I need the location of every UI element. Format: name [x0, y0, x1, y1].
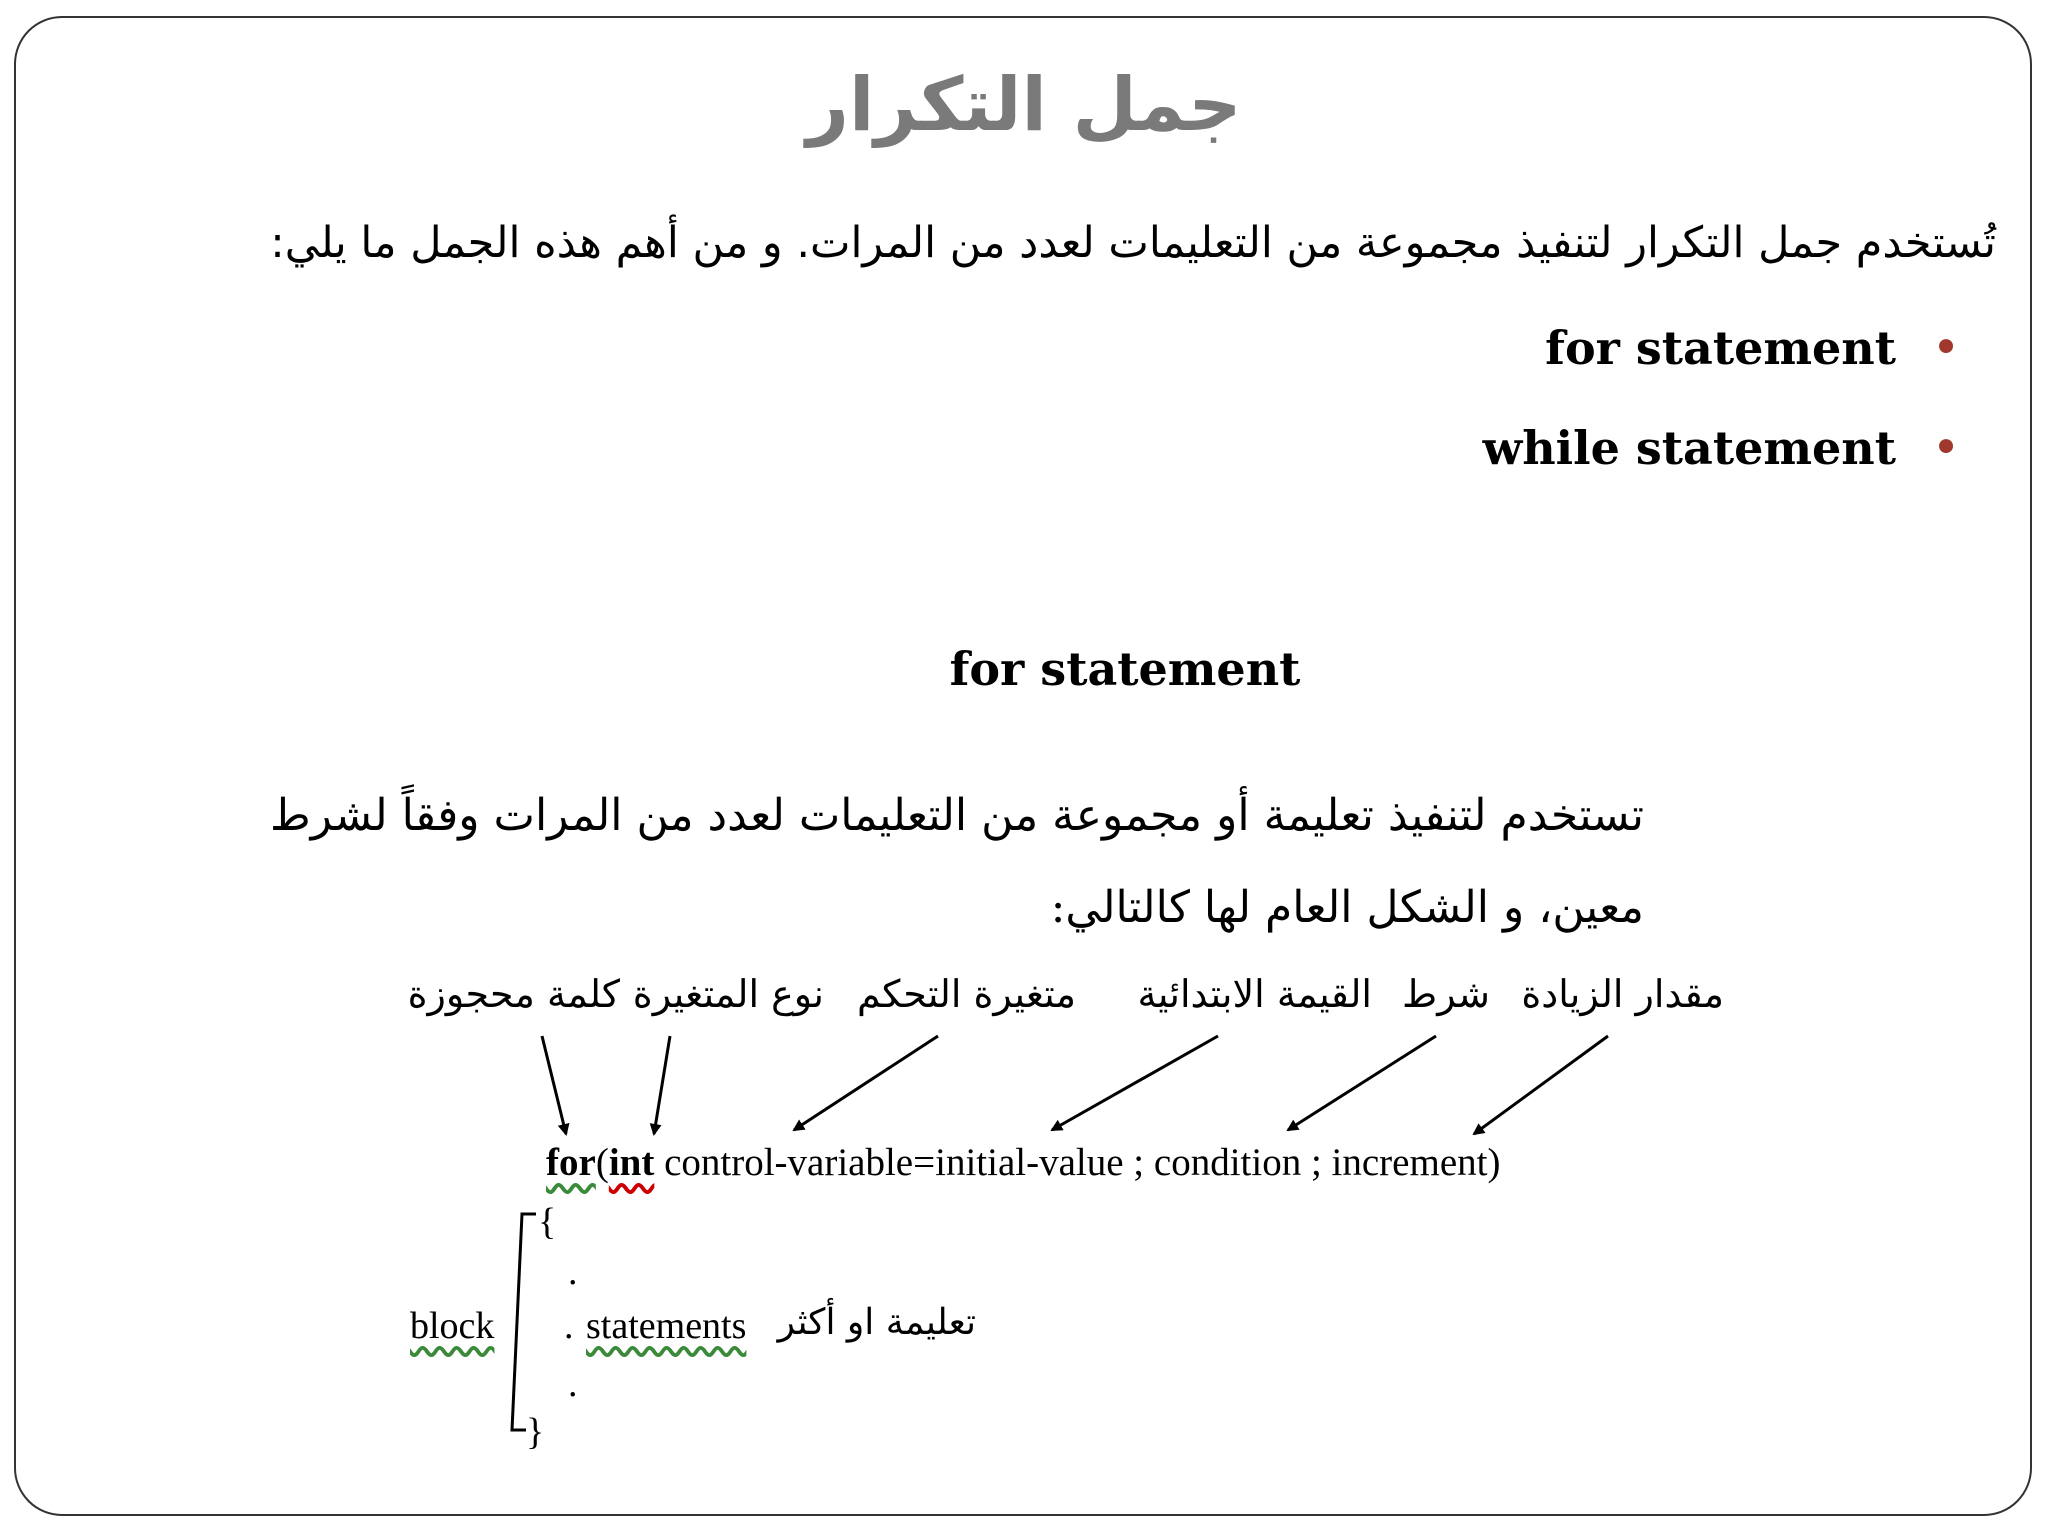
dot-2: . [564, 1305, 574, 1347]
arrow-condition [1288, 1036, 1436, 1130]
close-brace: } [526, 1411, 545, 1453]
arrow-control-var [794, 1036, 938, 1130]
block-bracket [512, 1214, 536, 1430]
keyword-int: int [608, 1141, 655, 1184]
arrow-var-type [654, 1036, 670, 1134]
label-initial-value: القيمة الابتدائية [1137, 972, 1372, 1016]
label-keyword: كلمة محجوزة [407, 972, 620, 1016]
label-control-var: متغيرة التحكم [857, 972, 1076, 1016]
label-condition: شرط [1402, 972, 1490, 1016]
intro-text: تُستخدم جمل التكرار لتنفيذ مجموعة من التعليمات لعدد من المرات. و من أهم هذه الجمل ما يلي: [270, 218, 1996, 268]
label-var-type: نوع المتغيرة [632, 972, 824, 1016]
block-text: block [410, 1305, 495, 1347]
section-title: for statement [949, 642, 1301, 696]
statements-label [586, 1304, 746, 1348]
block-label [410, 1304, 494, 1348]
open-paren: ( [595, 1141, 609, 1184]
dot-1: . [568, 1251, 578, 1293]
bullet-text: while statement [1482, 421, 1896, 475]
arrow-initial-value [1052, 1036, 1218, 1130]
slide-title: جمل التكرار [806, 62, 1242, 148]
description-line-2: معين، و الشكل العام لها كالتالي: [1050, 882, 1644, 933]
open-brace: { [538, 1201, 557, 1243]
bullet-dot-icon: • [1931, 420, 1961, 476]
dot-3: . [568, 1363, 578, 1405]
label-increment: مقدار الزيادة [1521, 972, 1724, 1016]
statements-text: statements [586, 1305, 747, 1347]
arrow-increment [1474, 1036, 1608, 1134]
syntax-rest: control-variable=initial-value ; condition ; increment) [654, 1141, 1501, 1184]
bullet-dot-icon: • [1931, 320, 1961, 376]
arrow-keyword [542, 1036, 566, 1134]
bullet-text: for statement [1545, 321, 1896, 375]
for-syntax-line [546, 1140, 1500, 1185]
description-line-1: تستخدم لتنفيذ تعليمة أو مجموعة من التعليمات لعدد من المرات وفقاً لشرط [269, 790, 1644, 841]
keyword-for: for [546, 1141, 596, 1184]
statements-arabic: تعليمة او أكثر [777, 1302, 976, 1343]
